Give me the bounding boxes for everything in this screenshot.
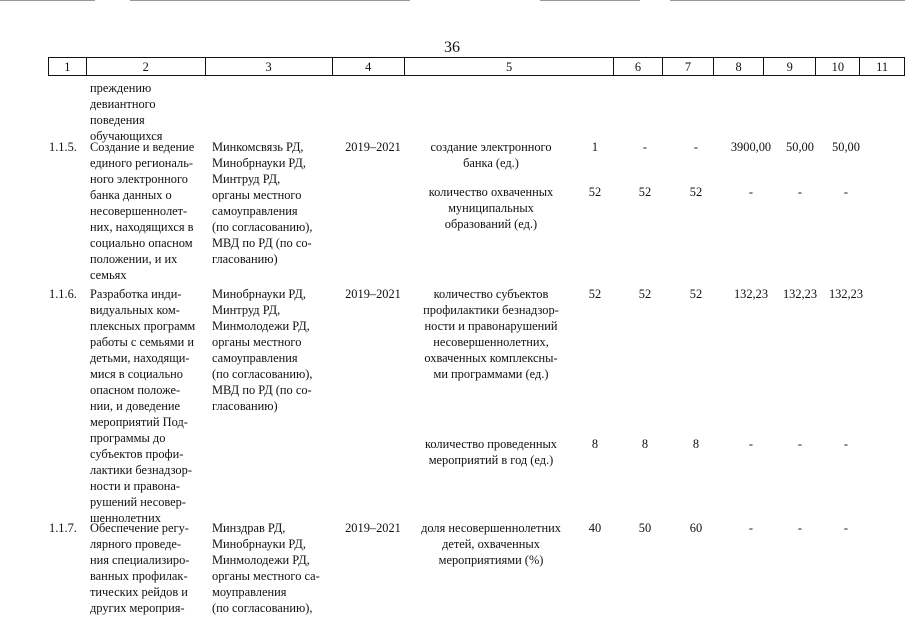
indicator-value-col10: - bbox=[797, 185, 803, 199]
indicator-value-col10: 132,23 bbox=[782, 287, 818, 301]
header-cell: 5 bbox=[404, 58, 613, 76]
indicator-value-col9: 3900,00 bbox=[730, 140, 772, 154]
indicator-value-col9: - bbox=[748, 185, 754, 199]
row-period: 2019–2021 bbox=[345, 521, 401, 535]
indicator-name: создание электронного банка (ед.) bbox=[430, 140, 552, 170]
indicator-value-col6: 1 bbox=[591, 140, 599, 154]
indicator-value-col11: - bbox=[843, 521, 849, 535]
header-cell: 9 bbox=[763, 58, 816, 76]
continuation-text: преждению девиантного поведения обучающихся bbox=[90, 81, 163, 143]
indicator-value-col9: - bbox=[748, 521, 754, 535]
row-number: 1.1.5. bbox=[49, 140, 77, 154]
indicator-value-col7: - bbox=[642, 140, 648, 154]
scan-edge-line bbox=[670, 0, 905, 1]
header-cell: 7 bbox=[662, 58, 714, 76]
row-executors: Минздрав РД, Минобрнауки РД, Минмолодежи РД, органы местного са- моуправления (по согласованию), bbox=[212, 521, 320, 615]
indicator-value-col6: 52 bbox=[588, 185, 602, 199]
indicator-name: количество субъектов профилактики безнадзор- ности и правонарушений несовершеннолетних, охваченных комплексны- ми программами (ед.) bbox=[423, 287, 559, 381]
indicator-value-col8: 52 bbox=[689, 287, 703, 301]
scan-edge-line bbox=[540, 0, 640, 1]
indicator-value-col7: 52 bbox=[638, 185, 652, 199]
indicator-value-col9: 132,23 bbox=[733, 287, 769, 301]
indicator-value-col6: 8 bbox=[591, 437, 599, 451]
row-title: Разработка инди- видуальных ком- плексных программ работы с семьями и детьми, находящи- мися в социально опасном положе- нии, и доведение мероприятий Под- программы до субъектов профи- лактики безнадзор- ности и правона- рушений несовер- шеннолетних bbox=[90, 287, 196, 525]
header-cell: 6 bbox=[614, 58, 663, 76]
header-cell: 8 bbox=[714, 58, 764, 76]
indicator-value-col8: - bbox=[693, 140, 699, 154]
header-cell: 1 bbox=[49, 58, 87, 76]
indicator-value-col8: 60 bbox=[689, 521, 703, 535]
row-number: 1.1.6. bbox=[49, 287, 77, 301]
indicator-value-col6: 52 bbox=[588, 287, 602, 301]
indicator-value-col10: - bbox=[797, 521, 803, 535]
indicator-name: количество охваченных муниципальных образований (ед.) bbox=[428, 185, 554, 231]
indicator-value-col7: 8 bbox=[641, 437, 649, 451]
indicator-value-col11: - bbox=[843, 185, 849, 199]
row-executors: Минобрнауки РД, Минтруд РД, Минмолодежи РД, органы местного самоуправления (по согласованию), МВД по РД (по со- гласованию) bbox=[212, 287, 313, 413]
column-number-header bbox=[48, 57, 905, 76]
header-cell: 11 bbox=[860, 58, 905, 76]
page-number: 36 bbox=[444, 39, 460, 56]
indicator-value-col9: - bbox=[748, 437, 754, 451]
scan-edge-line bbox=[0, 0, 95, 1]
row-period: 2019–2021 bbox=[345, 287, 401, 301]
indicator-value-col11: 132,23 bbox=[828, 287, 864, 301]
indicator-name: количество проведенных мероприятий в год (ед.) bbox=[425, 437, 557, 467]
indicator-value-col7: 52 bbox=[638, 287, 652, 301]
indicator-name: доля несовершеннолетних детей, охваченных мероприятиями (%) bbox=[421, 521, 561, 567]
indicator-value-col8: 8 bbox=[692, 437, 700, 451]
indicator-value-col11: - bbox=[843, 437, 849, 451]
header-cell: 10 bbox=[816, 58, 860, 76]
indicator-value-col6: 40 bbox=[588, 521, 602, 535]
header-cell: 3 bbox=[205, 58, 332, 76]
scan-edge-line bbox=[130, 0, 410, 1]
indicator-value-col8: 52 bbox=[689, 185, 703, 199]
row-title: Обеспечение регу- лярного проведе- ния специализиро- ванных профилак- тических рейдов и других мероприя- bbox=[90, 521, 190, 615]
header-cell: 2 bbox=[86, 58, 205, 76]
row-period: 2019–2021 bbox=[345, 140, 401, 154]
indicator-value-col10: - bbox=[797, 437, 803, 451]
indicator-value-col7: 50 bbox=[638, 521, 652, 535]
row-executors: Минкомсвязь РД, Минобрнауки РД, Минтруд РД, органы местного самоуправления (по согласованию), МВД по РД (по со- гласованию) bbox=[212, 140, 313, 266]
indicator-value-col11: 50,00 bbox=[832, 140, 860, 154]
header-cell: 4 bbox=[332, 58, 404, 76]
indicator-value-col10: 50,00 bbox=[786, 140, 814, 154]
row-title: Создание и ведение единого региональ- ного электронного банка данных о несовершеннолет- них, находящихся в социально опасном положении, и их семьях bbox=[90, 140, 195, 282]
row-number: 1.1.7. bbox=[49, 521, 77, 535]
